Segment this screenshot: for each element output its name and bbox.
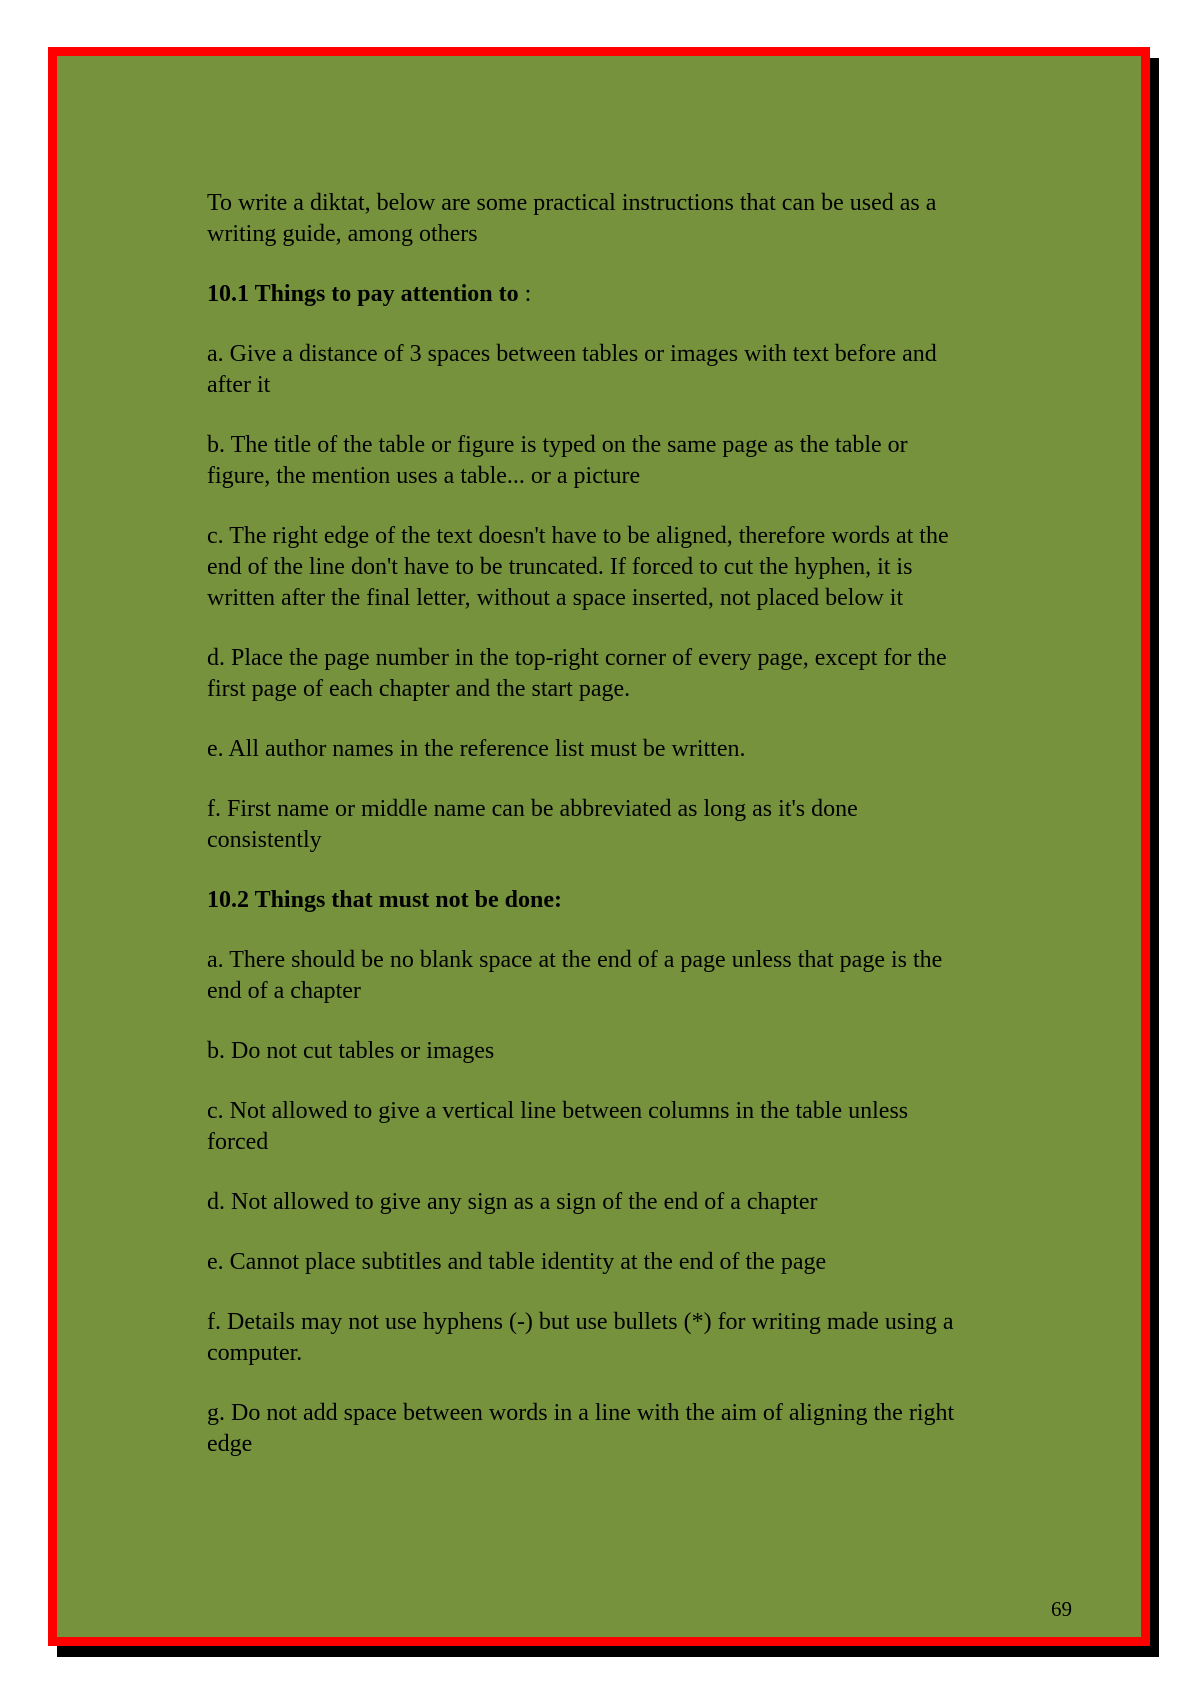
paragraph-line: f. First name or middle name can be abbreviated as long as it's done	[207, 796, 858, 822]
paragraph-line: after it	[207, 372, 271, 398]
paragraph-line: a. Give a distance of 3 spaces between tables or images with text before and	[207, 341, 937, 367]
paragraph-line: edge	[207, 1431, 253, 1457]
paragraph-line: consistently	[207, 827, 322, 853]
paragraph-line: first page of each chapter and the start page.	[207, 676, 631, 702]
list-item-10-1-d	[207, 643, 1107, 705]
paragraph-line: writing guide, among others	[207, 221, 478, 247]
section-heading-10-2	[207, 885, 1107, 916]
list-item-10-1-f	[207, 794, 1107, 856]
list-item-10-2-d	[207, 1187, 1107, 1218]
paragraph-line: written after the final letter, without a space inserted, not placed below it	[207, 585, 904, 611]
list-item-10-1-b	[207, 430, 1107, 492]
paragraph-line: d. Not allowed to give any sign as a sign of the end of a chapter	[207, 1189, 818, 1215]
document-body	[207, 188, 1107, 1489]
heading-suffix: :	[518, 281, 532, 307]
paragraph-line: e. All author names in the reference list must be written.	[207, 736, 746, 762]
paragraph-line: figure, the mention uses a table... or a picture	[207, 463, 641, 489]
paragraph-line: end of a chapter	[207, 978, 361, 1004]
list-item-10-2-a	[207, 945, 1107, 1007]
heading-line	[207, 279, 1107, 310]
paragraph-line: e. Cannot place subtitles and table identity at the end of the page	[207, 1249, 827, 1275]
list-item-10-2-c	[207, 1096, 1107, 1158]
paragraph-line: forced	[207, 1129, 269, 1155]
list-item-10-2-b	[207, 1036, 1107, 1067]
paragraph-line: b. The title of the table or figure is typed on the same page as the table or	[207, 432, 908, 458]
paragraph-line: c. Not allowed to give a vertical line between columns in the table unless	[207, 1098, 909, 1124]
intro-paragraph	[207, 188, 1107, 250]
paragraph-line: end of the line don't have to be truncated. If forced to cut the hyphen, it is	[207, 554, 913, 580]
section-heading-10-1	[207, 279, 1107, 310]
paragraph-line: To write a diktat, below are some practical instructions that can be used as a	[207, 190, 937, 216]
list-item-10-2-g	[207, 1398, 1107, 1460]
heading-title: 10.2 Things that must not be done:	[207, 887, 562, 913]
heading-title: 10.1 Things to pay attention to	[207, 281, 519, 307]
list-item-10-1-e	[207, 734, 1107, 765]
paragraph-line: g. Do not add space between words in a line with the aim of aligning the right	[207, 1400, 955, 1426]
paragraph-line: a. There should be no blank space at the end of a page unless that page is the	[207, 947, 943, 973]
paragraph-line: d. Place the page number in the top-right corner of every page, except for the	[207, 645, 947, 671]
list-item-10-2-f	[207, 1307, 1107, 1369]
paragraph-line: f. Details may not use hyphens (-) but use bullets (*) for writing made using a	[207, 1309, 954, 1335]
paragraph-line: computer.	[207, 1340, 303, 1366]
list-item-10-1-c	[207, 521, 1107, 614]
paragraph-line: b. Do not cut tables or images	[207, 1038, 495, 1064]
page-number: 69	[1051, 1597, 1072, 1621]
paragraph-line: c. The right edge of the text doesn't have to be aligned, therefore words at the	[207, 523, 949, 549]
list-item-10-2-e	[207, 1247, 1107, 1278]
list-item-10-1-a	[207, 339, 1107, 401]
